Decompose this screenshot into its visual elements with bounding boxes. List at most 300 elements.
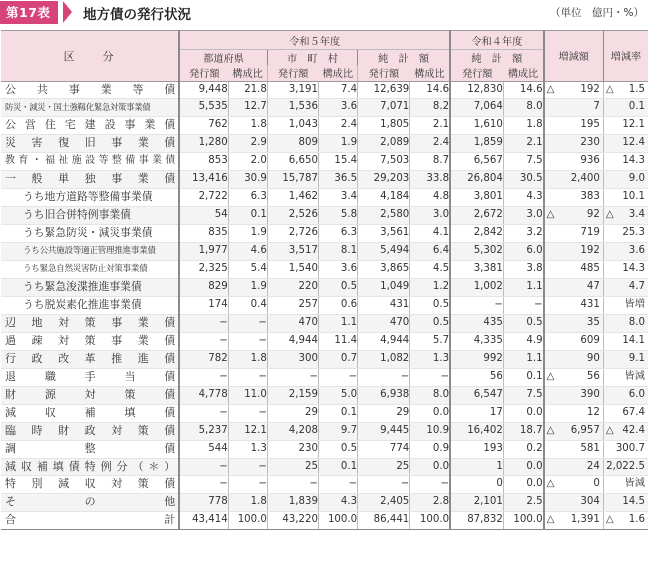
- muni-ratio-cell: 7.4: [318, 81, 357, 99]
- decrease-triangle-icon: [604, 369, 606, 386]
- decrease-triangle-icon: [604, 243, 606, 260]
- total-r5-amount-cell: 2,405: [358, 494, 410, 512]
- rate-value: 皆増: [624, 298, 645, 310]
- table-row: [1, 368, 648, 386]
- decrease-triangle-icon: [545, 261, 547, 278]
- change-value: 6,957: [570, 424, 600, 436]
- change-cell: [544, 189, 604, 207]
- category-header: 区 分: [1, 31, 179, 82]
- rate-value: 12.1: [622, 119, 645, 131]
- rate-value: 12.4: [622, 137, 645, 149]
- muni-ratio-cell: 2.4: [318, 117, 357, 135]
- total-r4-header: 純 計 額: [450, 50, 543, 66]
- change-cell: [544, 296, 604, 314]
- row-label: 教育・福祉施設等整備事業債: [1, 153, 179, 171]
- muni-amount-cell: 29: [267, 404, 318, 422]
- total-r5-ratio-cell: 8.7: [410, 153, 450, 171]
- table-row: [1, 81, 648, 99]
- change-cell: [544, 494, 604, 512]
- change-value: 35: [586, 316, 600, 328]
- muni-amount-cell: 220: [267, 278, 318, 296]
- decrease-triangle-icon: [604, 441, 606, 458]
- total-r5-amount-cell: 3,561: [358, 225, 410, 243]
- change-value: 7: [593, 101, 600, 113]
- decrease-triangle-icon: [545, 225, 547, 242]
- decrease-triangle-icon: [604, 99, 606, 116]
- rate-value: 14.5: [622, 496, 645, 508]
- decrease-triangle-icon: [545, 297, 547, 314]
- pref-ratio-cell: 12.7: [228, 99, 267, 117]
- change-value: 24: [586, 460, 600, 472]
- decrease-triangle-icon: [604, 297, 606, 314]
- pref-amount-cell: 9,448: [179, 81, 228, 99]
- total-r5-amount-header: 発行額: [358, 65, 410, 81]
- total-r5-amount-cell: 1,805: [358, 117, 410, 135]
- change-cell: [544, 243, 604, 261]
- rate-cell: [603, 207, 648, 225]
- total-r4-amount-cell: 5,302: [450, 243, 503, 261]
- pref-ratio-cell: 30.9: [228, 171, 267, 189]
- total-r4-amount-cell: 1,610: [450, 117, 503, 135]
- pref-amount-cell: −: [179, 458, 228, 476]
- muni-ratio-cell: 9.7: [318, 422, 357, 440]
- total-r4-ratio-cell: 1.1: [503, 278, 543, 296]
- pref-ratio-cell: 4.6: [228, 243, 267, 261]
- muni-ratio-cell: 8.1: [318, 243, 357, 261]
- row-label: うち脱炭素化推進事業債: [1, 296, 179, 314]
- pref-amount-cell: 174: [179, 296, 228, 314]
- decrease-triangle-icon: △: [546, 424, 555, 436]
- total-r5-amount-cell: 86,441: [358, 512, 410, 530]
- rate-cell: [603, 440, 648, 458]
- total-r4-ratio-cell: 30.5: [503, 171, 543, 189]
- change-value: 230: [580, 137, 600, 149]
- muni-amount-cell: 2,726: [267, 225, 318, 243]
- muni-ratio-cell: 5.0: [318, 386, 357, 404]
- row-label: うち公共施設等適正管理推進事業債: [1, 243, 179, 261]
- muni-amount-cell: 257: [267, 296, 318, 314]
- table-row: [1, 332, 648, 350]
- total-r5-ratio-cell: 0.0: [410, 404, 450, 422]
- total-r4-amount-cell: 193: [450, 440, 503, 458]
- total-r4-amount-cell: 1,002: [450, 278, 503, 296]
- badge-arrow-icon: [63, 1, 72, 23]
- rate-cell: [603, 189, 648, 207]
- r5-header: 令和５年度: [179, 31, 450, 50]
- total-r5-ratio-cell: 100.0: [410, 512, 450, 530]
- pref-amount-cell: 54: [179, 207, 228, 225]
- rate-value: 8.0: [628, 316, 645, 328]
- rate-cell: [603, 81, 648, 99]
- pref-amount-cell: 2,722: [179, 189, 228, 207]
- decrease-triangle-icon: [545, 333, 547, 350]
- change-value: 936: [580, 155, 600, 167]
- pref-amount-cell: 13,416: [179, 171, 228, 189]
- pref-ratio-cell: 100.0: [228, 512, 267, 530]
- pref-ratio-cell: 1.8: [228, 350, 267, 368]
- rate-value: 3.6: [628, 245, 645, 257]
- decrease-triangle-icon: [604, 225, 606, 242]
- muni-amount-cell: 470: [267, 314, 318, 332]
- table-row: [1, 243, 648, 261]
- pref-ratio-cell: 1.8: [228, 494, 267, 512]
- muni-amount-cell: 43,220: [267, 512, 318, 530]
- rate-value: 10.1: [622, 191, 645, 203]
- muni-ratio-cell: 5.8: [318, 207, 357, 225]
- total-r5-amount-cell: 1,082: [358, 350, 410, 368]
- total-r5-ratio-cell: −: [410, 476, 450, 494]
- rate-cell: [603, 153, 648, 171]
- decrease-triangle-icon: [604, 189, 606, 206]
- muni-amount-cell: 809: [267, 135, 318, 153]
- rate-value: 4.7: [628, 280, 645, 292]
- muni-amount-cell: 6,650: [267, 153, 318, 171]
- decrease-triangle-icon: [545, 494, 547, 511]
- rate-cell: [603, 512, 648, 530]
- total-r5-ratio-cell: 1.2: [410, 278, 450, 296]
- rate-cell: [603, 117, 648, 135]
- total-r4-amount-cell: 992: [450, 350, 503, 368]
- decrease-triangle-icon: △: [605, 209, 614, 221]
- decrease-triangle-icon: [604, 351, 606, 368]
- change-value: 0: [593, 478, 600, 490]
- total-r4-amount-cell: −: [450, 296, 503, 314]
- change-cell: [544, 476, 604, 494]
- total-r4-amount-cell: 2,842: [450, 225, 503, 243]
- rate-value: 14.1: [622, 334, 645, 346]
- r4-header: 令和４年度: [450, 31, 543, 50]
- decrease-triangle-icon: [545, 405, 547, 422]
- change-cell: [544, 404, 604, 422]
- decrease-triangle-icon: △: [605, 514, 614, 526]
- decrease-triangle-icon: △: [546, 83, 555, 95]
- total-r5-ratio-header: 構成比: [410, 65, 450, 81]
- change-cell: [544, 99, 604, 117]
- change-cell: [544, 350, 604, 368]
- pref-amount-cell: 2,325: [179, 261, 228, 279]
- pref-ratio-cell: 6.3: [228, 189, 267, 207]
- row-label: 財源対策債: [1, 386, 179, 404]
- rate-value: 0.1: [628, 101, 645, 113]
- rate-value: 67.4: [622, 406, 645, 418]
- change-cell: [544, 81, 604, 99]
- rate-cell: [603, 458, 648, 476]
- rate-cell: [603, 494, 648, 512]
- pref-amount-cell: 5,535: [179, 99, 228, 117]
- pref-ratio-cell: 0.4: [228, 296, 267, 314]
- pref-ratio-cell: 5.4: [228, 261, 267, 279]
- pref-ratio-cell: 11.0: [228, 386, 267, 404]
- total-r4-amount-cell: 26,804: [450, 171, 503, 189]
- rate-value: 42.4: [622, 424, 645, 436]
- pref-ratio-cell: 12.1: [228, 422, 267, 440]
- change-cell: [544, 458, 604, 476]
- total-r5-ratio-cell: 5.7: [410, 332, 450, 350]
- decrease-triangle-icon: [604, 153, 606, 170]
- total-r4-ratio-cell: 14.6: [503, 81, 543, 99]
- decrease-triangle-icon: [545, 153, 547, 170]
- muni-ratio-cell: 0.5: [318, 278, 357, 296]
- total-r4-ratio-cell: 0.2: [503, 440, 543, 458]
- total-r5-ratio-cell: 1.3: [410, 350, 450, 368]
- table-row: [1, 494, 648, 512]
- pref-ratio-cell: 21.8: [228, 81, 267, 99]
- rate-value: 6.0: [628, 388, 645, 400]
- total-r4-amount-cell: 6,567: [450, 153, 503, 171]
- total-r5-ratio-cell: 2.1: [410, 117, 450, 135]
- total-r4-ratio-cell: 4.9: [503, 332, 543, 350]
- rate-value: 3.4: [628, 209, 645, 221]
- decrease-triangle-icon: [545, 99, 547, 116]
- total-r5-ratio-cell: 2.8: [410, 494, 450, 512]
- change-value: 47: [586, 280, 600, 292]
- total-r4-ratio-cell: 7.5: [503, 153, 543, 171]
- table-row: [1, 404, 648, 422]
- total-r5-amount-cell: 2,089: [358, 135, 410, 153]
- rate-cell: [603, 314, 648, 332]
- row-label: 調整債: [1, 440, 179, 458]
- total-r4-amount-cell: 17: [450, 404, 503, 422]
- change-value: 431: [580, 298, 600, 310]
- muni-ratio-cell: 3.4: [318, 189, 357, 207]
- rate-value: 1.6: [628, 514, 645, 526]
- pref-ratio-cell: 1.9: [228, 278, 267, 296]
- rate-cell: [603, 296, 648, 314]
- change-cell: [544, 278, 604, 296]
- total-r4-ratio-cell: 1.1: [503, 350, 543, 368]
- total-r4-ratio-cell: 0.1: [503, 368, 543, 386]
- row-label: 臨時財政対策債: [1, 422, 179, 440]
- rate-value: 2,022.5: [606, 460, 645, 472]
- total-r5-amount-cell: 7,071: [358, 99, 410, 117]
- change-value: 192: [580, 83, 600, 95]
- change-value: 719: [580, 227, 600, 239]
- muni-ratio-cell: 1.9: [318, 135, 357, 153]
- pref-ratio-cell: −: [228, 332, 267, 350]
- total-r4-amount-cell: 16,402: [450, 422, 503, 440]
- total-r5-amount-cell: 5,494: [358, 243, 410, 261]
- total-r5-amount-cell: 29,203: [358, 171, 410, 189]
- rate-value: 1.5: [628, 83, 645, 95]
- change-value: 12: [586, 406, 600, 418]
- muni-amount-cell: 4,208: [267, 422, 318, 440]
- total-r5-amount-cell: 2,580: [358, 207, 410, 225]
- table-row: [1, 278, 648, 296]
- total-r5-ratio-cell: 33.8: [410, 171, 450, 189]
- table-row: [1, 225, 648, 243]
- muni-ratio-cell: 6.3: [318, 225, 357, 243]
- total-r4-ratio-cell: 0.5: [503, 314, 543, 332]
- rate-value: 14.3: [622, 155, 645, 167]
- row-label: うち旧合併特例事業債: [1, 207, 179, 225]
- total-r5-amount-cell: 774: [358, 440, 410, 458]
- rate-value: 皆減: [624, 478, 645, 490]
- rate-cell: [603, 404, 648, 422]
- decrease-triangle-icon: [545, 117, 547, 134]
- row-label: 一般単独事業債: [1, 171, 179, 189]
- decrease-triangle-icon: [545, 459, 547, 476]
- decrease-triangle-icon: [604, 476, 606, 493]
- muni-amount-cell: 4,944: [267, 332, 318, 350]
- total-r4-amount-cell: 0: [450, 476, 503, 494]
- total-r4-ratio-cell: 6.0: [503, 243, 543, 261]
- total-r4-amount-cell: 3,801: [450, 189, 503, 207]
- pref-amount-cell: −: [179, 368, 228, 386]
- muni-ratio-cell: −: [318, 476, 357, 494]
- pref-amount-cell: 778: [179, 494, 228, 512]
- total-r5-amount-cell: 3,865: [358, 261, 410, 279]
- muni-ratio-cell: 15.4: [318, 153, 357, 171]
- rate-cell: [603, 422, 648, 440]
- muni-amount-cell: 25: [267, 458, 318, 476]
- decrease-triangle-icon: [604, 333, 606, 350]
- pref-amount-cell: 782: [179, 350, 228, 368]
- muni-amount-cell: −: [267, 476, 318, 494]
- change-value: 90: [586, 352, 600, 364]
- total-r5-ratio-cell: 3.0: [410, 207, 450, 225]
- pref-ratio-header: 構成比: [228, 65, 267, 81]
- decrease-triangle-icon: [545, 441, 547, 458]
- pref-header: 都道府県: [179, 50, 267, 66]
- total-r4-ratio-cell: −: [503, 296, 543, 314]
- decrease-triangle-icon: [545, 189, 547, 206]
- table-row: [1, 153, 648, 171]
- total-r5-ratio-cell: 10.9: [410, 422, 450, 440]
- row-label: 辺地対策事業債: [1, 314, 179, 332]
- row-label: 合計: [1, 512, 179, 530]
- change-value: 609: [580, 334, 600, 346]
- muni-amount-cell: 300: [267, 350, 318, 368]
- total-r4-ratio-cell: 0.0: [503, 476, 543, 494]
- decrease-triangle-icon: [604, 171, 606, 188]
- decrease-triangle-icon: △: [546, 478, 555, 490]
- muni-ratio-cell: 11.4: [318, 332, 357, 350]
- decrease-triangle-icon: △: [605, 424, 614, 436]
- table-row: [1, 350, 648, 368]
- table-row: [1, 117, 648, 135]
- total-r5-ratio-cell: 6.4: [410, 243, 450, 261]
- muni-amount-header: 発行額: [267, 65, 318, 81]
- total-r4-amount-cell: 3,381: [450, 261, 503, 279]
- muni-header: 市 町 村: [267, 50, 357, 66]
- table-row: [1, 99, 648, 117]
- muni-amount-cell: 3,191: [267, 81, 318, 99]
- muni-ratio-header: 構成比: [318, 65, 357, 81]
- muni-amount-cell: −: [267, 368, 318, 386]
- total-r4-amount-cell: 6,547: [450, 386, 503, 404]
- total-r5-ratio-cell: 0.5: [410, 314, 450, 332]
- total-r5-amount-cell: −: [358, 476, 410, 494]
- total-r5-amount-cell: 9,445: [358, 422, 410, 440]
- muni-amount-cell: 1,839: [267, 494, 318, 512]
- rate-value: 25.3: [622, 227, 645, 239]
- total-r5-ratio-cell: 4.5: [410, 261, 450, 279]
- table-row: [1, 422, 648, 440]
- total-r4-ratio-cell: 2.1: [503, 135, 543, 153]
- pref-amount-cell: 853: [179, 153, 228, 171]
- total-r5-amount-cell: 12,639: [358, 81, 410, 99]
- pref-amount-cell: −: [179, 332, 228, 350]
- change-cell: [544, 261, 604, 279]
- total-r5-amount-cell: 6,938: [358, 386, 410, 404]
- decrease-triangle-icon: [545, 351, 547, 368]
- change-cell: [544, 225, 604, 243]
- change-value: 92: [586, 209, 600, 221]
- decrease-triangle-icon: [545, 243, 547, 260]
- pref-amount-cell: 1,280: [179, 135, 228, 153]
- row-label: 災害復旧事業債: [1, 135, 179, 153]
- row-label: 防災・減災・国土強靱化緊急対策事業債: [1, 99, 179, 117]
- total-r4-ratio-cell: 100.0: [503, 512, 543, 530]
- row-label: 特別減収対策債: [1, 476, 179, 494]
- total-r4-amount-cell: 1: [450, 458, 503, 476]
- pref-amount-cell: 835: [179, 225, 228, 243]
- table-row: [1, 476, 648, 494]
- change-value: 383: [580, 191, 600, 203]
- change-value: 485: [580, 263, 600, 275]
- row-label: 減収補填債特例分（＊）: [1, 458, 179, 476]
- change-value: 581: [580, 442, 600, 454]
- change-value: 1,391: [570, 514, 600, 526]
- total-r5-amount-cell: 29: [358, 404, 410, 422]
- total-r4-ratio-cell: 4.3: [503, 189, 543, 207]
- total-r4-ratio-cell: 2.5: [503, 494, 543, 512]
- total-r4-ratio-header: 構成比: [503, 65, 543, 81]
- muni-ratio-cell: 0.5: [318, 440, 357, 458]
- change-cell: [544, 117, 604, 135]
- decrease-triangle-icon: [604, 494, 606, 511]
- decrease-triangle-icon: [604, 117, 606, 134]
- table-row: [1, 386, 648, 404]
- total-r4-ratio-cell: 3.0: [503, 207, 543, 225]
- total-r5-ratio-cell: 14.6: [410, 81, 450, 99]
- pref-amount-cell: −: [179, 404, 228, 422]
- decrease-triangle-icon: [604, 279, 606, 296]
- rate-value: 14.3: [622, 263, 645, 275]
- pref-amount-header: 発行額: [179, 65, 228, 81]
- table-row: [1, 314, 648, 332]
- decrease-triangle-icon: [545, 279, 547, 296]
- row-label: うち緊急防災・減災事業債: [1, 225, 179, 243]
- change-cell: [544, 368, 604, 386]
- bond-issuance-table: [1, 30, 648, 530]
- total-r4-ratio-cell: 8.0: [503, 99, 543, 117]
- rate-cell: [603, 243, 648, 261]
- table-row: [1, 189, 648, 207]
- change-cell: [544, 314, 604, 332]
- decrease-triangle-icon: [604, 135, 606, 152]
- row-label: うち緊急浚渫推進事業債: [1, 278, 179, 296]
- rate-cell: [603, 368, 648, 386]
- muni-ratio-cell: 1.1: [318, 314, 357, 332]
- pref-ratio-cell: −: [228, 404, 267, 422]
- rate-cell: [603, 99, 648, 117]
- table-row: [1, 261, 648, 279]
- change-cell: [544, 512, 604, 530]
- pref-amount-cell: 4,778: [179, 386, 228, 404]
- muni-amount-cell: 3,517: [267, 243, 318, 261]
- total-r5-amount-cell: 25: [358, 458, 410, 476]
- muni-ratio-cell: 36.5: [318, 171, 357, 189]
- total-r5-amount-cell: −: [358, 368, 410, 386]
- total-r4-amount-cell: 1,859: [450, 135, 503, 153]
- muni-amount-cell: 2,526: [267, 207, 318, 225]
- total-r4-ratio-cell: 3.8: [503, 261, 543, 279]
- total-r4-ratio-cell: 1.8: [503, 117, 543, 135]
- decrease-triangle-icon: [604, 405, 606, 422]
- muni-ratio-cell: 0.1: [318, 404, 357, 422]
- change-cell: [544, 153, 604, 171]
